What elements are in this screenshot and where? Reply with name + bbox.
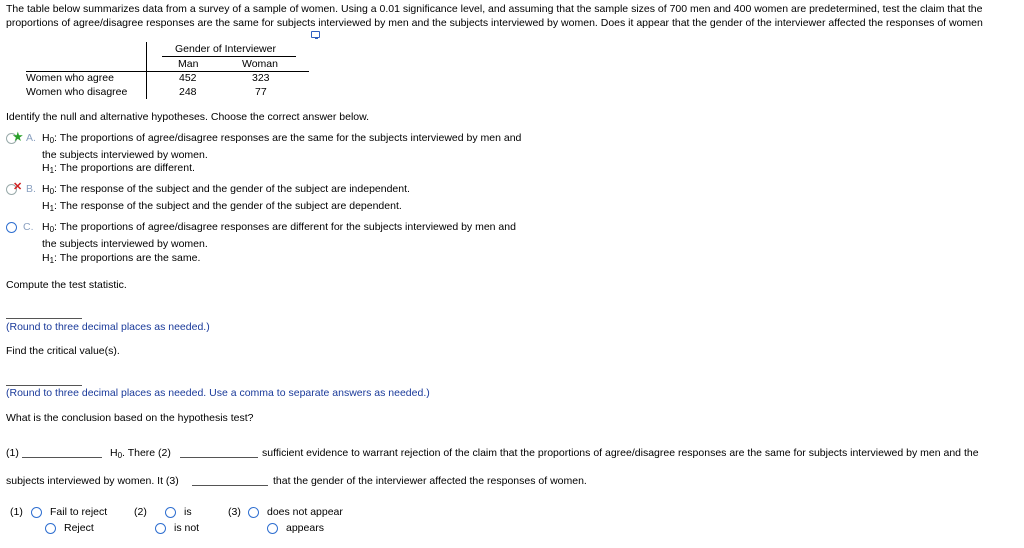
test-stat-input[interactable] <box>6 318 82 319</box>
option-c-h0-cont: the subjects interviewed by women. <box>42 238 208 250</box>
choice-is-radio[interactable] <box>165 507 176 518</box>
choice-is-not-label: is not <box>174 522 200 534</box>
choice-is-not-radio[interactable] <box>155 523 166 534</box>
table-cell: 323 <box>252 72 270 84</box>
blank-1-label: (1) <box>6 447 19 459</box>
option-c-h1: $H_1$: The proportions are the same. <box>42 252 201 265</box>
option-a-h1: $H_1$: The proportions are different. <box>42 162 195 175</box>
option-c-letter: C. <box>23 221 34 233</box>
choice-group-3-label: (3) <box>228 506 241 518</box>
option-c-h0: $H_0$: The proportions of agree/disagree responses are different for the subjects interviewed by men and <box>42 221 516 234</box>
table-cell: 452 <box>179 72 197 84</box>
critical-hint: (Round to three decimal places as needed. Use a comma to separate answers as needed.) <box>6 387 430 399</box>
table-header-underline <box>162 56 296 57</box>
table-col-woman: Woman <box>242 58 278 70</box>
test-stat-hint: (Round to three decimal places as needed.) <box>6 321 210 333</box>
intro-line-1: The table below summarizes data from a survey of a sample of women. Using a 0.01 significance level, and assuming that the sample sizes of 700 men and 400 women are predetermined, test the claim that the <box>6 3 983 15</box>
conclusion-line2-start: subjects interviewed by women. It (3) <box>6 475 179 487</box>
conclusion-mid-text: sufficient evidence to warrant rejection of the claim that the proportions of agree/disagree responses are the same for subjects interviewed by men and the <box>262 447 979 459</box>
option-a-h0-cont: the subjects interviewed by women. <box>42 149 208 161</box>
intro-line-2: proportions of agree/disagree responses are the same for subjects interviewed by men and the subjects interviewed by women. Does it appear that the gender of the interviewer affected the responses of women <box>6 17 983 29</box>
conclusion-prompt: What is the conclusion based on the hypothesis test? <box>6 412 254 424</box>
table-col-man: Man <box>178 58 199 70</box>
hypotheses-prompt: Identify the null and alternative hypotheses. Choose the correct answer below. <box>6 111 370 123</box>
table-cell: 248 <box>179 86 197 98</box>
correct-star-icon: ★ <box>12 129 24 144</box>
choice-is-label: is <box>184 506 192 518</box>
table-row-label: Women who disagree <box>26 86 128 98</box>
copy-data-icon[interactable] <box>311 31 320 38</box>
blank-2-select[interactable] <box>180 457 258 458</box>
option-c-radio[interactable] <box>6 222 17 233</box>
incorrect-x-icon: ✕ <box>13 181 23 193</box>
option-a-letter: A. <box>26 132 36 144</box>
choice-reject-radio[interactable] <box>45 523 56 534</box>
choice-appears-label: appears <box>286 522 324 534</box>
critical-input[interactable] <box>6 385 82 386</box>
table-row-label: Women who agree <box>26 72 114 84</box>
choice-fail-to-reject-label: Fail to reject <box>50 506 108 518</box>
option-b-letter: B. <box>26 183 36 195</box>
choice-does-not-appear-label: does not appear <box>267 506 343 518</box>
conclusion-line2-end: that the gender of the interviewer affected the responses of women. <box>273 475 587 487</box>
blank-1-select[interactable] <box>22 457 102 458</box>
option-a-h0: $H_0$: The proportions of agree/disagree responses are the same for the subjects interviewed by men and <box>42 132 522 145</box>
choice-group-2-label: (2) <box>134 506 147 518</box>
choice-fail-to-reject-radio[interactable] <box>31 507 42 518</box>
option-b-h1: $H_1$: The response of the subject and the gender of the subject are dependent. <box>42 200 402 213</box>
critical-prompt: Find the critical value(s). <box>6 345 120 357</box>
choice-group-1-label: (1) <box>10 506 23 518</box>
conclusion-h0: $H_0$. There (2) <box>110 447 171 460</box>
test-stat-prompt: Compute the test statistic. <box>6 279 127 291</box>
choice-appears-radio[interactable] <box>267 523 278 534</box>
table-group-header: Gender of Interviewer <box>175 43 276 55</box>
option-b-h0: $H_0$: The response of the subject and the gender of the subject are independent. <box>42 183 410 196</box>
choice-does-not-appear-radio[interactable] <box>248 507 259 518</box>
problem-intro <box>6 2 983 30</box>
choice-reject-label: Reject <box>64 522 94 534</box>
blank-3-select[interactable] <box>192 485 268 486</box>
table-cell: 77 <box>255 86 267 98</box>
